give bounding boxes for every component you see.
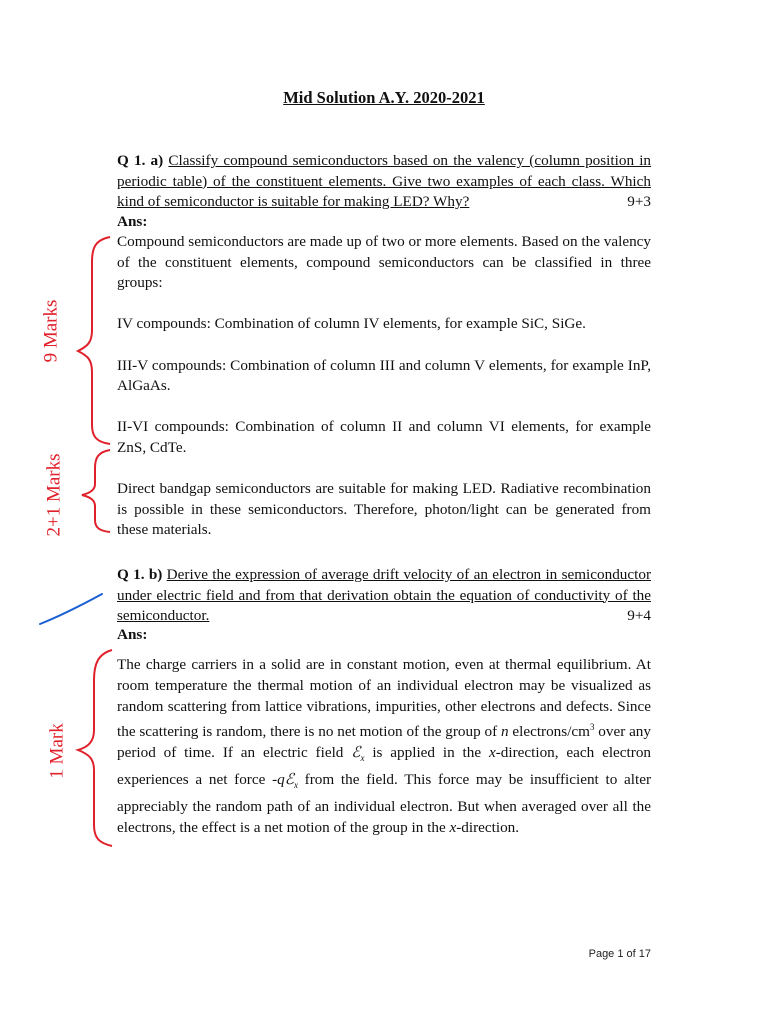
page-number: Page 1 of 17 [588,948,651,960]
answer-1b-paragraph-1: The charge carriers in a solid are in constant motion, even at thermal equilibrium. At room temperature the thermal motion of an individual electron may be visualized as random scattering from lattice vibrations, impurities, other electrons and defects. Since the scattering is random, there is no net motion of the group of n electrons/$cm^3$ over any period of time. If an electric field ℰ$_x$ is applied in the x-direction, each electron experiences a net force -qℰ$_x$ from the field. This force may be insufficient to alter appreciably the random path of an individual electron. But when averaged over all the electrons, the effect is a net motion of the group in the x-direction. [117,656,652,837]
brace-9-marks [78,237,110,444]
brace-1-mark [78,650,112,846]
annotation-9-marks: 9 Marks [40,299,62,363]
annotation-2-1-marks: 2+1 Marks [43,453,65,537]
answer-1a-paragraph-2: IV compounds: Combination of column IV elements, for example SiC, SiGe. [117,315,586,333]
question-1b-label: Q 1. b) [117,566,163,583]
question-1b-text: Derive the expression of average drift velocity of an electron in semiconductor under electric field and from that derivation obtain the equation of conductivity of the semiconductor. [117,566,651,625]
answer-1a-paragraph-1: Compound semiconductors are made up of two or more elements. Based on the valency of the constituent elements, compound semiconductors can be classified in three groups: [117,233,651,292]
annotation-1-mark: 1 Mark [46,723,68,779]
answer-1a-paragraph-5: Direct bandgap semiconductors are suitable for making LED. Radiative recombination is possible in these semiconductors. Therefore, photon/light can be generated from these materials. [117,480,651,539]
answer-1a-label: Ans: [117,213,148,230]
answer-1a-body [117,232,651,541]
question-1b-marks: 9+4 [627,607,651,625]
question-1a-text: Classify compound semiconductors based on the valency (column position in periodic table) of the constituent elements. Give two examples of each class. Which kind of semiconductor is suitable for making LED? Why? [117,152,652,211]
brace-2-1-marks [82,450,110,532]
answer-1a-paragraph-4: II-VI compounds: Combination of column II and column VI elements, for example ZnS, CdTe. [117,418,651,456]
question-1a-label: Q 1. a) [117,152,164,169]
question-1a-marks: 9+3 [627,193,651,211]
question-1a [117,151,651,213]
answer-1b-label: Ans: [117,626,148,643]
page-title: Mid Solution A.Y. 2020-2021 [283,88,485,107]
question-1b [117,565,651,627]
blue-pen-mark [40,594,102,624]
answer-1a-paragraph-3: III-V compounds: Combination of column III and column V elements, for example InP, AlGaAs. [117,356,651,395]
